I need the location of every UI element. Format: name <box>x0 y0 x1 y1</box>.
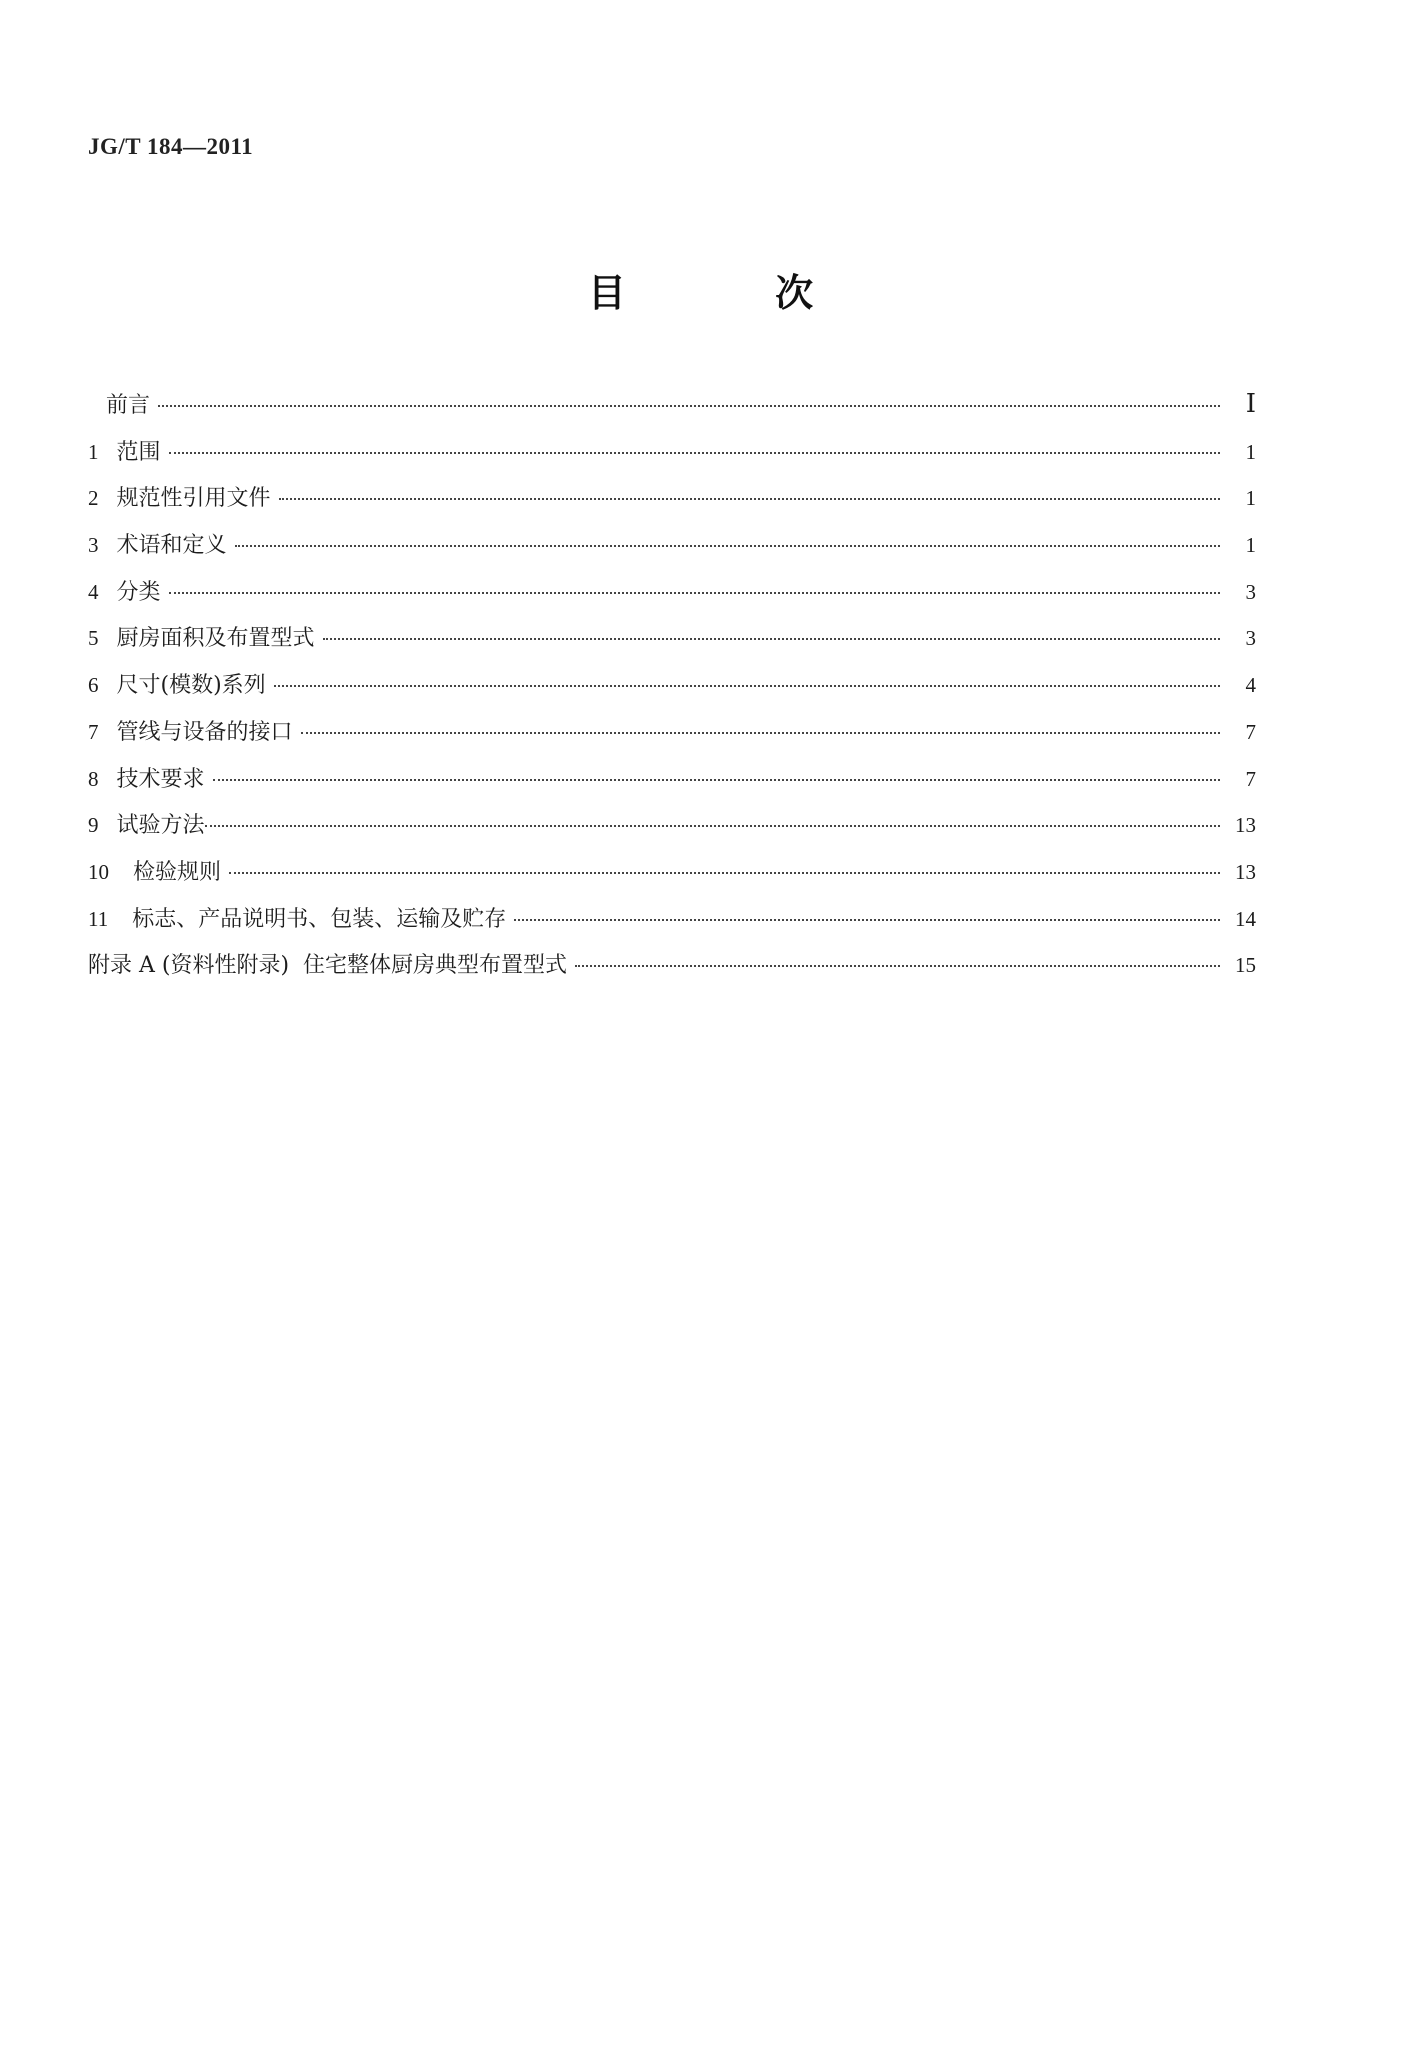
standard-code: JG/T 184—2011 <box>88 134 254 159</box>
toc-number: 6 <box>88 673 99 698</box>
toc-dot-leader <box>575 965 1220 967</box>
toc-entry-9[interactable] <box>88 808 1256 855</box>
toc-title: 检验规则 <box>133 859 222 885</box>
toc-dot-leader <box>514 919 1220 921</box>
toc-dot-leader <box>169 452 1220 454</box>
toc-dot-leader <box>235 545 1220 547</box>
toc-entry-7[interactable] <box>88 715 1256 762</box>
toc-dot-leader <box>274 685 1220 687</box>
toc-number: 3 <box>88 533 99 558</box>
toc-page-number: 15 <box>1235 953 1256 978</box>
toc-entry-10[interactable] <box>88 855 1256 902</box>
toc-entry-8[interactable] <box>88 762 1256 809</box>
toc-page-number: 13 <box>1235 859 1256 884</box>
toc-page-number: 1 <box>1245 486 1256 511</box>
toc-page-number: 7 <box>1245 766 1256 791</box>
toc-title: 术语和定义 <box>116 533 227 559</box>
toc-page-number: Ⅰ <box>1245 389 1256 418</box>
toc-page-number: 4 <box>1245 673 1256 698</box>
toc-title: 范围 <box>116 439 161 465</box>
toc-title: 前言 <box>106 393 151 418</box>
toc-entry-appendix-a[interactable] <box>88 948 1256 995</box>
toc-entry-11[interactable] <box>88 902 1256 949</box>
toc-page-number: 13 <box>1235 813 1256 838</box>
toc-title: 标志、产品说明书、包装、运输及贮存 <box>132 906 507 932</box>
toc-entry-4[interactable] <box>88 575 1256 622</box>
toc-title: 规范性引用文件 <box>116 486 271 512</box>
toc-number: 8 <box>88 766 99 791</box>
toc-dot-leader <box>205 825 1220 827</box>
toc-entry-6[interactable] <box>88 668 1256 715</box>
toc-page-number: 1 <box>1245 533 1256 558</box>
toc-page-number: 1 <box>1245 439 1256 464</box>
toc-number: 2 <box>88 486 99 511</box>
toc-title: 附录 A (资料性附录) 住宅整体厨房典型布置型式 <box>88 953 568 979</box>
toc-number: 9 <box>88 813 99 838</box>
toc-dot-leader <box>213 779 1220 781</box>
toc-title: 试验方法 <box>116 813 205 839</box>
toc-number: 4 <box>88 579 99 604</box>
toc-page-number: 3 <box>1245 626 1256 651</box>
toc-title: 分类 <box>116 579 161 605</box>
toc-dot-leader <box>323 638 1220 640</box>
toc-number: 5 <box>88 626 99 651</box>
toc-dot-leader <box>169 592 1220 594</box>
toc-dot-leader <box>158 405 1220 407</box>
toc-number: 7 <box>88 719 99 744</box>
toc-number: 11 <box>88 906 109 931</box>
toc-entry-5[interactable] <box>88 621 1256 668</box>
table-of-contents <box>88 388 1256 995</box>
toc-dot-leader <box>229 872 1220 874</box>
toc-dot-leader <box>279 498 1220 500</box>
toc-entry-3[interactable] <box>88 528 1256 575</box>
toc-title: 技术要求 <box>116 766 205 792</box>
toc-title: 管线与设备的接口 <box>116 719 293 745</box>
toc-entry-foreword[interactable] <box>88 388 1256 435</box>
toc-dot-leader <box>301 732 1220 734</box>
page-title: 目 次 <box>587 271 882 315</box>
toc-page-number: 7 <box>1245 719 1256 744</box>
toc-title: 尺寸(模数)系列 <box>116 673 266 699</box>
toc-entry-2[interactable] <box>88 481 1256 528</box>
toc-number: 1 <box>88 439 99 464</box>
toc-number: 10 <box>88 859 109 884</box>
toc-title: 厨房面积及布置型式 <box>116 626 315 652</box>
toc-entry-1[interactable] <box>88 435 1256 482</box>
toc-page-number: 3 <box>1245 579 1256 604</box>
toc-page-number: 14 <box>1235 906 1256 931</box>
